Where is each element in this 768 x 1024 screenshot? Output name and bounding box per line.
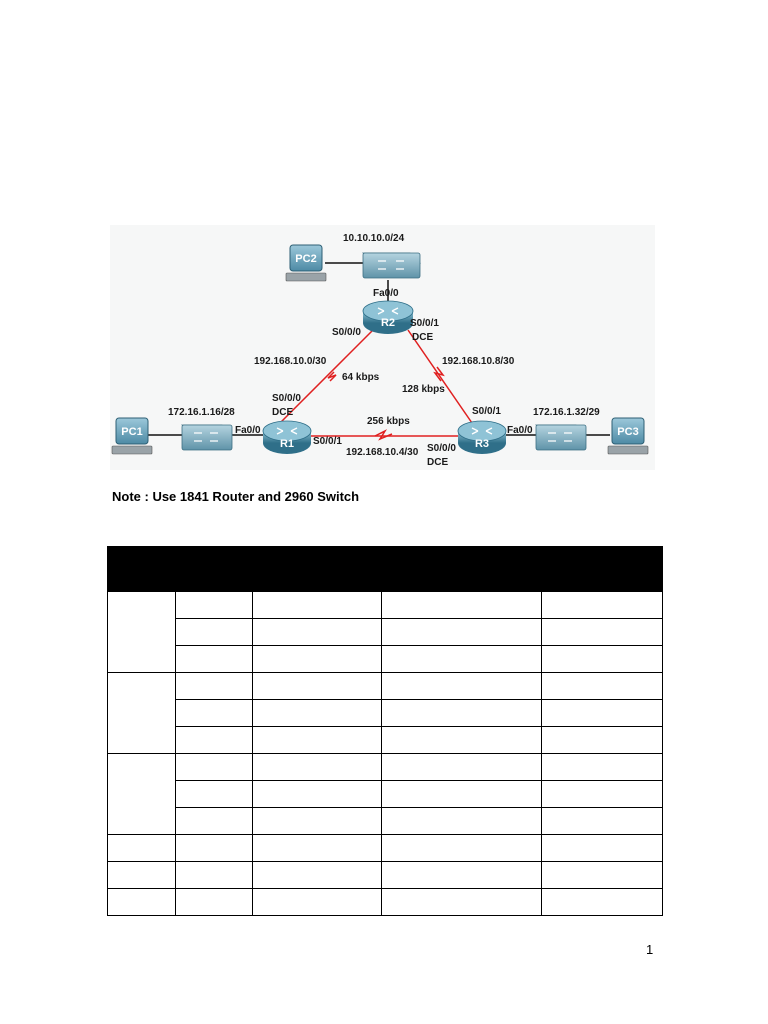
r2-label: R2 — [380, 317, 396, 329]
table-cell — [382, 727, 542, 754]
r1-r2-network-label: 192.168.10.0/30 — [254, 356, 327, 367]
table-cell — [176, 592, 253, 619]
header-cell — [108, 547, 176, 592]
right-lan-label: 172.16.1.32/29 — [533, 407, 600, 418]
table-cell — [253, 700, 382, 727]
table-cell — [253, 619, 382, 646]
r2-dce-label: DCE — [412, 332, 434, 343]
page-number: 1 — [646, 942, 654, 957]
table-row — [108, 646, 663, 673]
r3-s001-label: S0/0/1 — [472, 406, 501, 417]
r2-fa00-label: Fa0/0 — [373, 288, 399, 299]
r1-r3-network-label: 192.168.10.4/30 — [346, 447, 419, 458]
table-cell — [542, 592, 663, 619]
header-cell — [176, 547, 253, 592]
pc3-label: PC3 — [617, 426, 639, 438]
table-cell — [253, 862, 382, 889]
r3-label: R3 — [474, 438, 490, 450]
table-cell — [253, 889, 382, 916]
table-cell — [542, 619, 663, 646]
table-cell — [253, 727, 382, 754]
right-switch-icon — [536, 425, 586, 450]
table-cell — [542, 862, 663, 889]
table-cell — [382, 835, 542, 862]
pc1-icon — [112, 418, 152, 454]
r1-dce-label: DCE — [272, 407, 294, 418]
router-r1-icon — [263, 421, 311, 454]
table-cell — [176, 646, 253, 673]
r2-r3-network-label: 192.168.10.8/30 — [442, 356, 515, 367]
router-r3-icon — [458, 421, 506, 454]
header-cell — [542, 547, 663, 592]
table-cell — [542, 700, 663, 727]
table-cell — [542, 781, 663, 808]
top-lan-label: 10.10.10.0/24 — [343, 233, 405, 244]
top-switch-icon — [363, 253, 420, 278]
r3-fa00-label: Fa0/0 — [507, 425, 533, 436]
table-cell — [382, 592, 542, 619]
device-cell — [108, 754, 176, 835]
router-r2-icon — [363, 301, 413, 334]
table-cell — [542, 754, 663, 781]
header-cell — [382, 547, 542, 592]
network-topology-diagram — [110, 225, 655, 470]
table-cell — [542, 673, 663, 700]
r2-s000-label: S0/0/0 — [332, 327, 361, 338]
r1-r2-bandwidth-label: 64 kbps — [342, 372, 380, 383]
table-cell — [176, 619, 253, 646]
table-cell — [176, 835, 253, 862]
table-cell — [253, 781, 382, 808]
r2-r3-bandwidth-label: 128 kbps — [402, 384, 445, 395]
r3-s000-label: S0/0/0 — [427, 443, 456, 454]
device-cell — [108, 862, 176, 889]
table-cell — [253, 646, 382, 673]
pc2-icon — [286, 245, 326, 281]
table-row — [108, 700, 663, 727]
table-cell — [253, 673, 382, 700]
table-row — [108, 619, 663, 646]
table-cell — [176, 727, 253, 754]
pc3-icon — [608, 418, 648, 454]
table-cell — [382, 646, 542, 673]
note-text: Note : Use 1841 Router and 2960 Switch — [112, 489, 360, 504]
table-cell — [382, 754, 542, 781]
table-row — [108, 808, 663, 835]
table-row — [108, 727, 663, 754]
r1-s000-label: S0/0/0 — [272, 393, 301, 404]
table-cell — [382, 808, 542, 835]
table-cell — [382, 619, 542, 646]
table-cell — [542, 808, 663, 835]
r1-fa00-label: Fa0/0 — [235, 425, 261, 436]
table-cell — [542, 889, 663, 916]
table-row — [108, 754, 663, 781]
table-cell — [253, 592, 382, 619]
device-cell — [108, 835, 176, 862]
table-row — [108, 889, 663, 916]
table-cell — [382, 673, 542, 700]
left-switch-icon — [182, 425, 232, 450]
table-cell — [176, 808, 253, 835]
table-cell — [176, 754, 253, 781]
table-cell — [176, 889, 253, 916]
table-cell — [176, 862, 253, 889]
pc2-label: PC2 — [295, 253, 317, 265]
table-cell — [253, 754, 382, 781]
device-cell — [108, 889, 176, 916]
r3-dce-label: DCE — [427, 457, 449, 468]
table-cell — [542, 646, 663, 673]
table-row — [108, 673, 663, 700]
addressing-table — [107, 546, 663, 916]
table-row — [108, 781, 663, 808]
pc1-label: PC1 — [121, 426, 143, 438]
r1-label: R1 — [279, 438, 295, 450]
table-cell — [253, 835, 382, 862]
device-cell — [108, 673, 176, 754]
table-cell — [542, 835, 663, 862]
r1-r3-bandwidth-label: 256 kbps — [367, 416, 410, 427]
table-cell — [382, 889, 542, 916]
r1-s001-label: S0/0/1 — [313, 436, 342, 447]
device-cell — [108, 592, 176, 673]
table-cell — [382, 700, 542, 727]
table-row — [108, 592, 663, 619]
table-cell — [176, 673, 253, 700]
table-cell — [176, 700, 253, 727]
table-cell — [253, 808, 382, 835]
table-cell — [176, 781, 253, 808]
r2-s001-label: S0/0/1 — [410, 318, 439, 329]
left-lan-label: 172.16.1.16/28 — [168, 407, 235, 418]
table-cell — [542, 727, 663, 754]
table-row — [108, 862, 663, 889]
header-cell — [253, 547, 382, 592]
table-cell — [382, 781, 542, 808]
table-header-row — [108, 547, 663, 592]
table-cell — [382, 862, 542, 889]
table-row — [108, 835, 663, 862]
